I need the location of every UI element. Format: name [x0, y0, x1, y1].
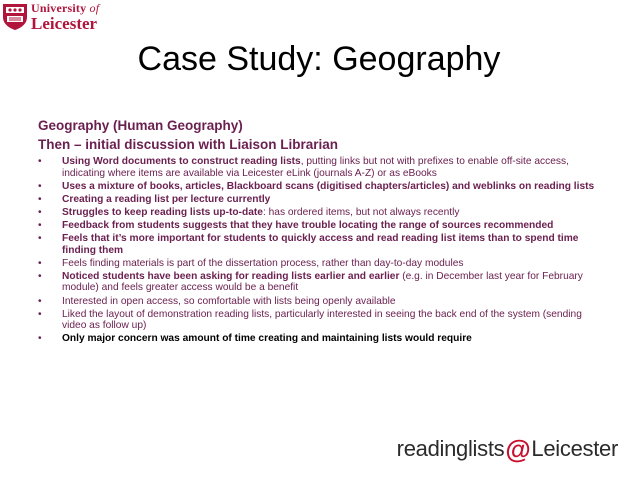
bullet-item: • Creating a reading list per lecture currently: [38, 194, 603, 206]
bullet-item: • Feels that it’s more important for students to quickly access and read reading list items than to spend time finding them: [38, 233, 603, 256]
bullet-item: • Liked the layout of demonstration reading lists, particularly interested in seeing the back end of the system (sending video as follow up): [38, 309, 603, 332]
bullet-list: [38, 156, 603, 345]
bullet-item: • Feels finding materials is part of the dissertation process, rather than day-to-day modules: [38, 258, 603, 270]
at-symbol: @: [505, 433, 531, 464]
readinglists-text: readinglists: [396, 436, 505, 461]
bullet-item: • Using Word documents to construct reading lists, putting links but not with prefixes to enable off-site access, indicating where items are available via Leicester eLink (journals A-Z) or as eBooks: [38, 156, 603, 179]
bullet-item: • Only major concern was amount of time creating and maintaining lists would require: [38, 333, 603, 345]
readinglists-logo: [397, 435, 618, 463]
university-crest-icon: [2, 3, 28, 31]
bullet-item: • Uses a mixture of books, articles, Blackboard scans (digitised chapters/articles) and weblinks on reading lists: [38, 181, 603, 193]
bullet-item: • Noticed students have been asking for reading lists earlier and earlier (e.g. in December last year for February module) and feels greater access would be a benefit: [38, 271, 603, 294]
slide-title: Case Study: Geography: [137, 40, 501, 78]
bullet-item: • Feedback from students suggests that they have trouble locating the range of sources recommended: [38, 220, 603, 232]
leicester-text: Leicester: [531, 436, 618, 461]
logo-university-text: University of: [31, 1, 100, 15]
subheading-initial-discussion: Then – initial discussion with Liaison Librarian: [38, 137, 339, 152]
slide-content: [38, 117, 603, 346]
logo-leicester-text: Leicester: [31, 14, 98, 33]
bullet-item: • Interested in open access, so comfortable with lists being openly available: [38, 296, 603, 308]
bullet-item: • Struggles to keep reading lists up-to-date: has ordered items, but not always recently: [38, 207, 603, 219]
university-logo: [2, 2, 120, 32]
subheading-geography: Geography (Human Geography): [38, 118, 243, 133]
